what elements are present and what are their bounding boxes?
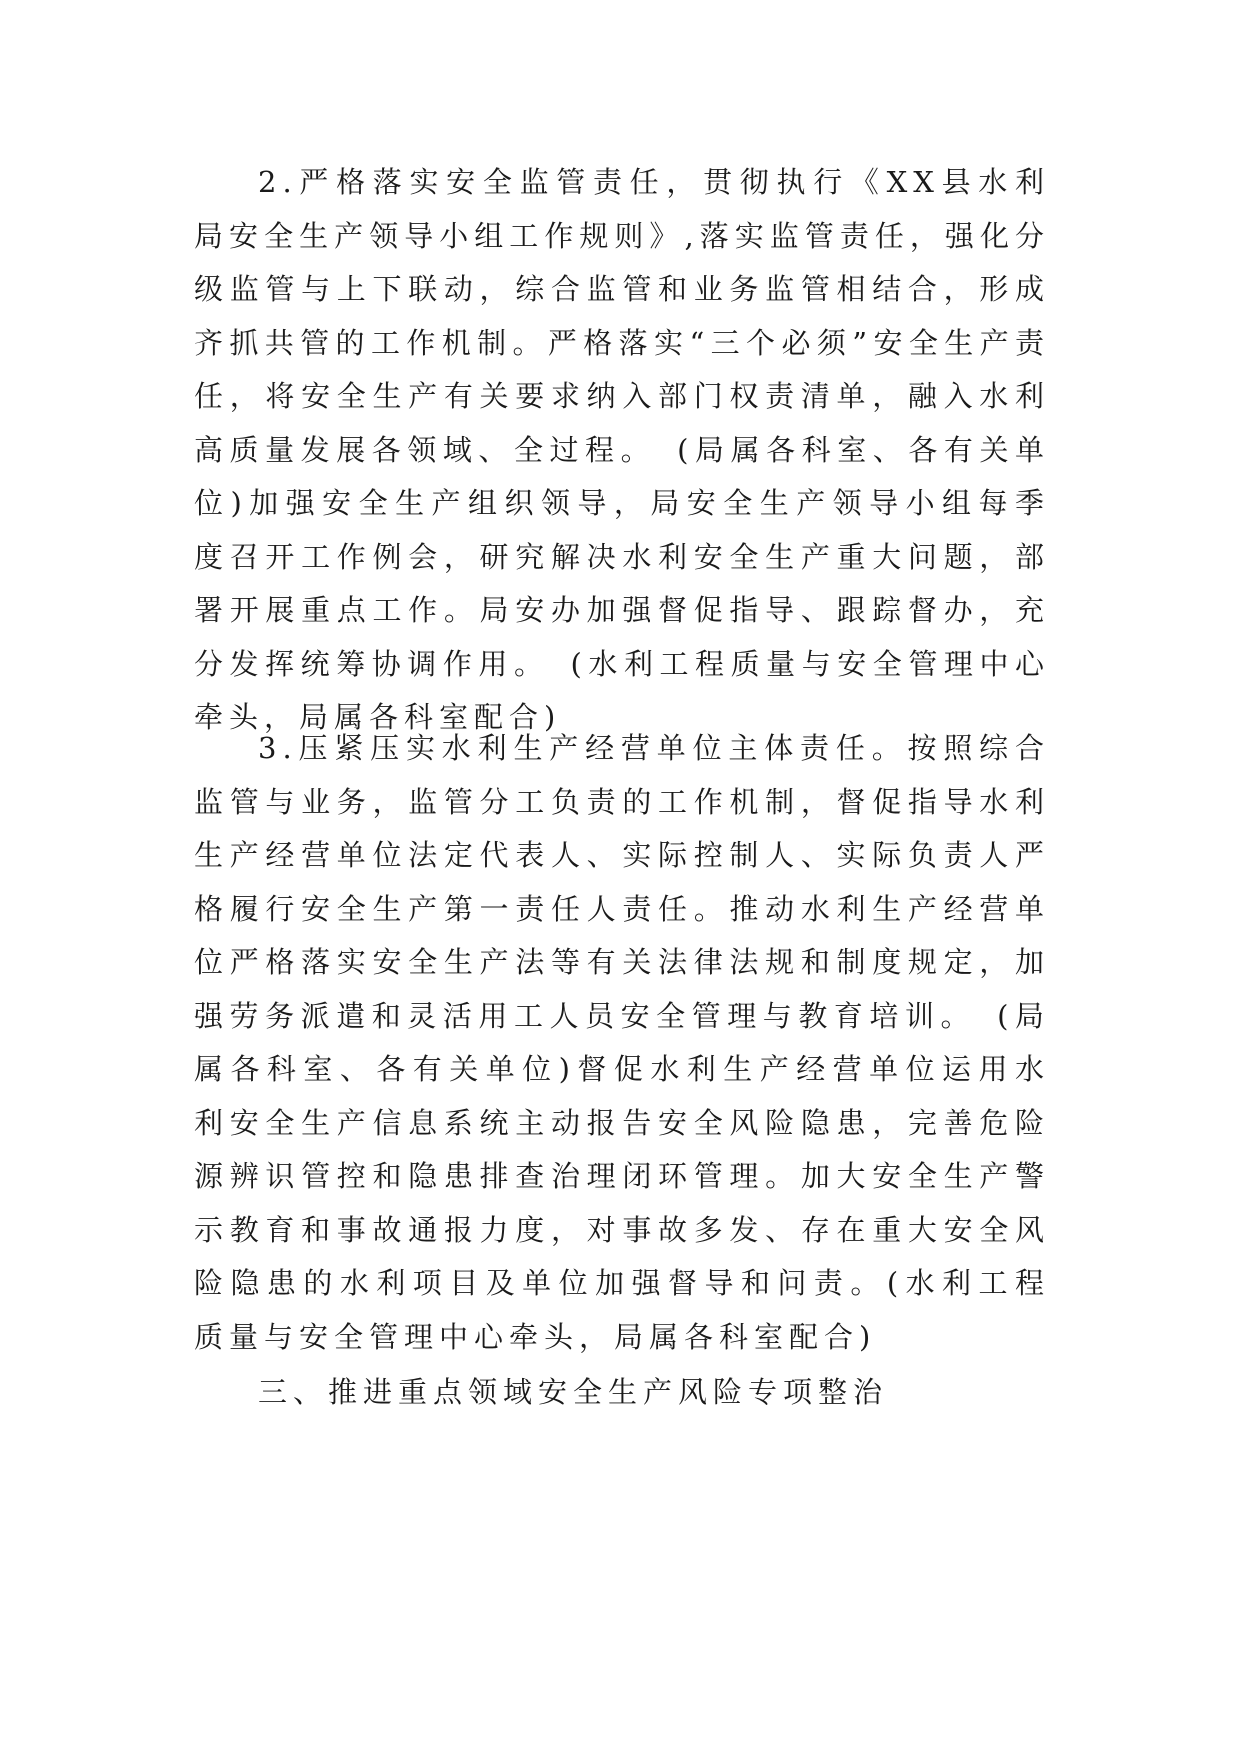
paragraph-item-3: 3.压紧压实水利生产经营单位主体责任。按照综合监管与业务，监管分工负责的工作机制，督促指导水利生产经营单位法定代表人、实际控制人、实际负责人严格履行安全生产第一责任人责任。推动水利生产经营单位严格落实安全生产法等有关法律法规和制度规定，加强劳务派遣和灵活用工人员安全管理与教育培训。 (局属各科室、各有关单位)督促水利生产经营单位运用水利安全生产信息系统主动报告安全风险隐患，完善危险源辨识管控和隐患排查治理闭环管理。加大安全生产警示教育和事故通报力度，对事故多发、存在重大安全风险隐患的水利项目及单位加强督导和问责。(水利工程质量与安全管理中心牵头，局属各科室配合)	[194, 731, 1050, 1354]
section-heading: 三、推进重点领域安全生产风险专项整治	[258, 1375, 889, 1409]
paragraph-item-2: 2.严格落实安全监管责任，贯彻执行《XX县水利局安全生产领导小组工作规则》,落实监管责任，强化分级监管与上下联动，综合监管和业务监管相结合，形成齐抓共管的工作机制。严格落实“三个必须”安全生产责任，将安全生产有关要求纳入部门权责清单，融入水利高质量发展各领域、全过程。 (局属各科室、各有关单位)加强安全生产组织领导，局安全生产领导小组每季度召开工作例会，研究解决水利安全生产重大问题，部署开展重点工作。局安办加强督促指导、跟踪督办，充分发挥统筹协调作用。 (水利工程质量与安全管理中心牵头，局属各科室配合)	[194, 165, 1050, 734]
